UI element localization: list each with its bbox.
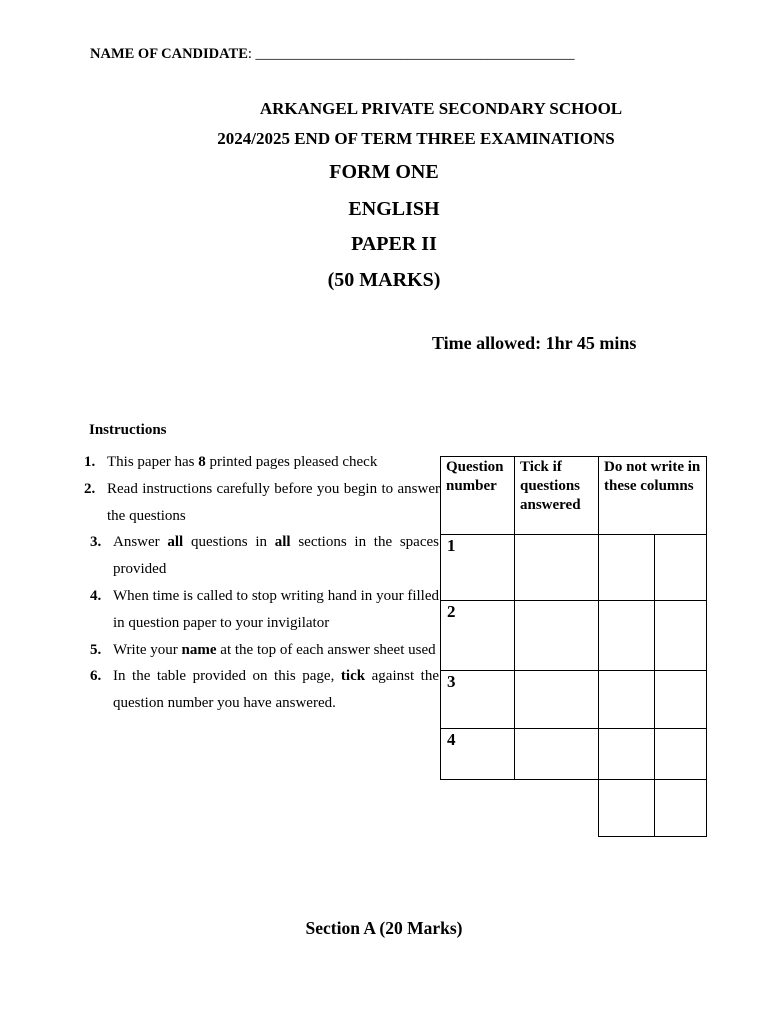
- question-number-cell: 1: [441, 535, 515, 601]
- examiner-cell: [599, 671, 655, 729]
- examiner-total-cell: [655, 780, 707, 837]
- time-allowed: Time allowed: 1hr 45 mins: [432, 333, 637, 353]
- table-row: [441, 729, 707, 780]
- examiner-cell: [599, 601, 655, 671]
- instruction-number: 6.: [90, 668, 102, 684]
- answer-tracking-table: [440, 456, 707, 837]
- instruction-number: 5.: [90, 642, 102, 658]
- header-tick-answered: Tick if questions answered: [515, 457, 599, 535]
- instruction-number: 1.: [84, 454, 96, 470]
- examiner-cell: [655, 601, 707, 671]
- instruction-text: Answer all questions in all sections in the spaces provided: [113, 534, 439, 577]
- header-question-number: Question number: [441, 457, 515, 535]
- table-row: [441, 535, 707, 601]
- candidate-name-blank[interactable]: ____________________________________________: [251, 46, 575, 62]
- empty-cell: [441, 780, 515, 837]
- instruction-number: 4.: [90, 588, 102, 604]
- examiner-cell: [655, 535, 707, 601]
- form-level: FORM ONE: [329, 161, 439, 183]
- examiner-cell: [655, 671, 707, 729]
- question-number-cell: 2: [441, 601, 515, 671]
- tick-cell[interactable]: [515, 601, 599, 671]
- question-number-cell: 4: [441, 729, 515, 780]
- header-do-not-write: Do not write in these columns: [599, 457, 707, 535]
- candidate-name-line: [90, 46, 575, 63]
- instruction-text: Read instructions carefully before you begin to answer the questions: [107, 481, 440, 524]
- instructions-heading: Instructions: [89, 422, 167, 438]
- empty-cell: [515, 780, 599, 837]
- candidate-name-label: NAME OF CANDIDATE: [90, 46, 248, 62]
- candidate-name-colon: :: [247, 46, 252, 62]
- instruction-text: In the table provided on this page, tick against the question number you have answered.: [113, 668, 439, 711]
- tick-cell[interactable]: [515, 535, 599, 601]
- question-number-cell: 3: [441, 671, 515, 729]
- total-row: [441, 780, 707, 837]
- subject-title: ENGLISH: [348, 198, 440, 220]
- exam-title: 2024/2025 END OF TERM THREE EXAMINATIONS: [217, 129, 615, 148]
- instruction-text: Write your name at the top of each answer sheet used: [113, 642, 436, 658]
- total-marks: (50 MARKS): [327, 269, 441, 291]
- section-a-heading: Section A (20 Marks): [305, 918, 463, 938]
- instruction-text: This paper has 8 printed pages pleased check: [107, 454, 378, 470]
- paper-number: PAPER II: [351, 233, 437, 255]
- instruction-number: 3.: [90, 534, 102, 550]
- examiner-cell: [655, 729, 707, 780]
- examiner-total-cell: [599, 780, 655, 837]
- instruction-text: When time is called to stop writing hand in your filled in question paper to your invigilator: [113, 588, 439, 631]
- school-name: ARKANGEL PRIVATE SECONDARY SCHOOL: [259, 99, 623, 118]
- table-row: [441, 601, 707, 671]
- tick-cell[interactable]: [515, 671, 599, 729]
- examiner-cell: [599, 729, 655, 780]
- examiner-cell: [599, 535, 655, 601]
- tick-cell[interactable]: [515, 729, 599, 780]
- instruction-number: 2.: [84, 481, 96, 497]
- table-row: [441, 671, 707, 729]
